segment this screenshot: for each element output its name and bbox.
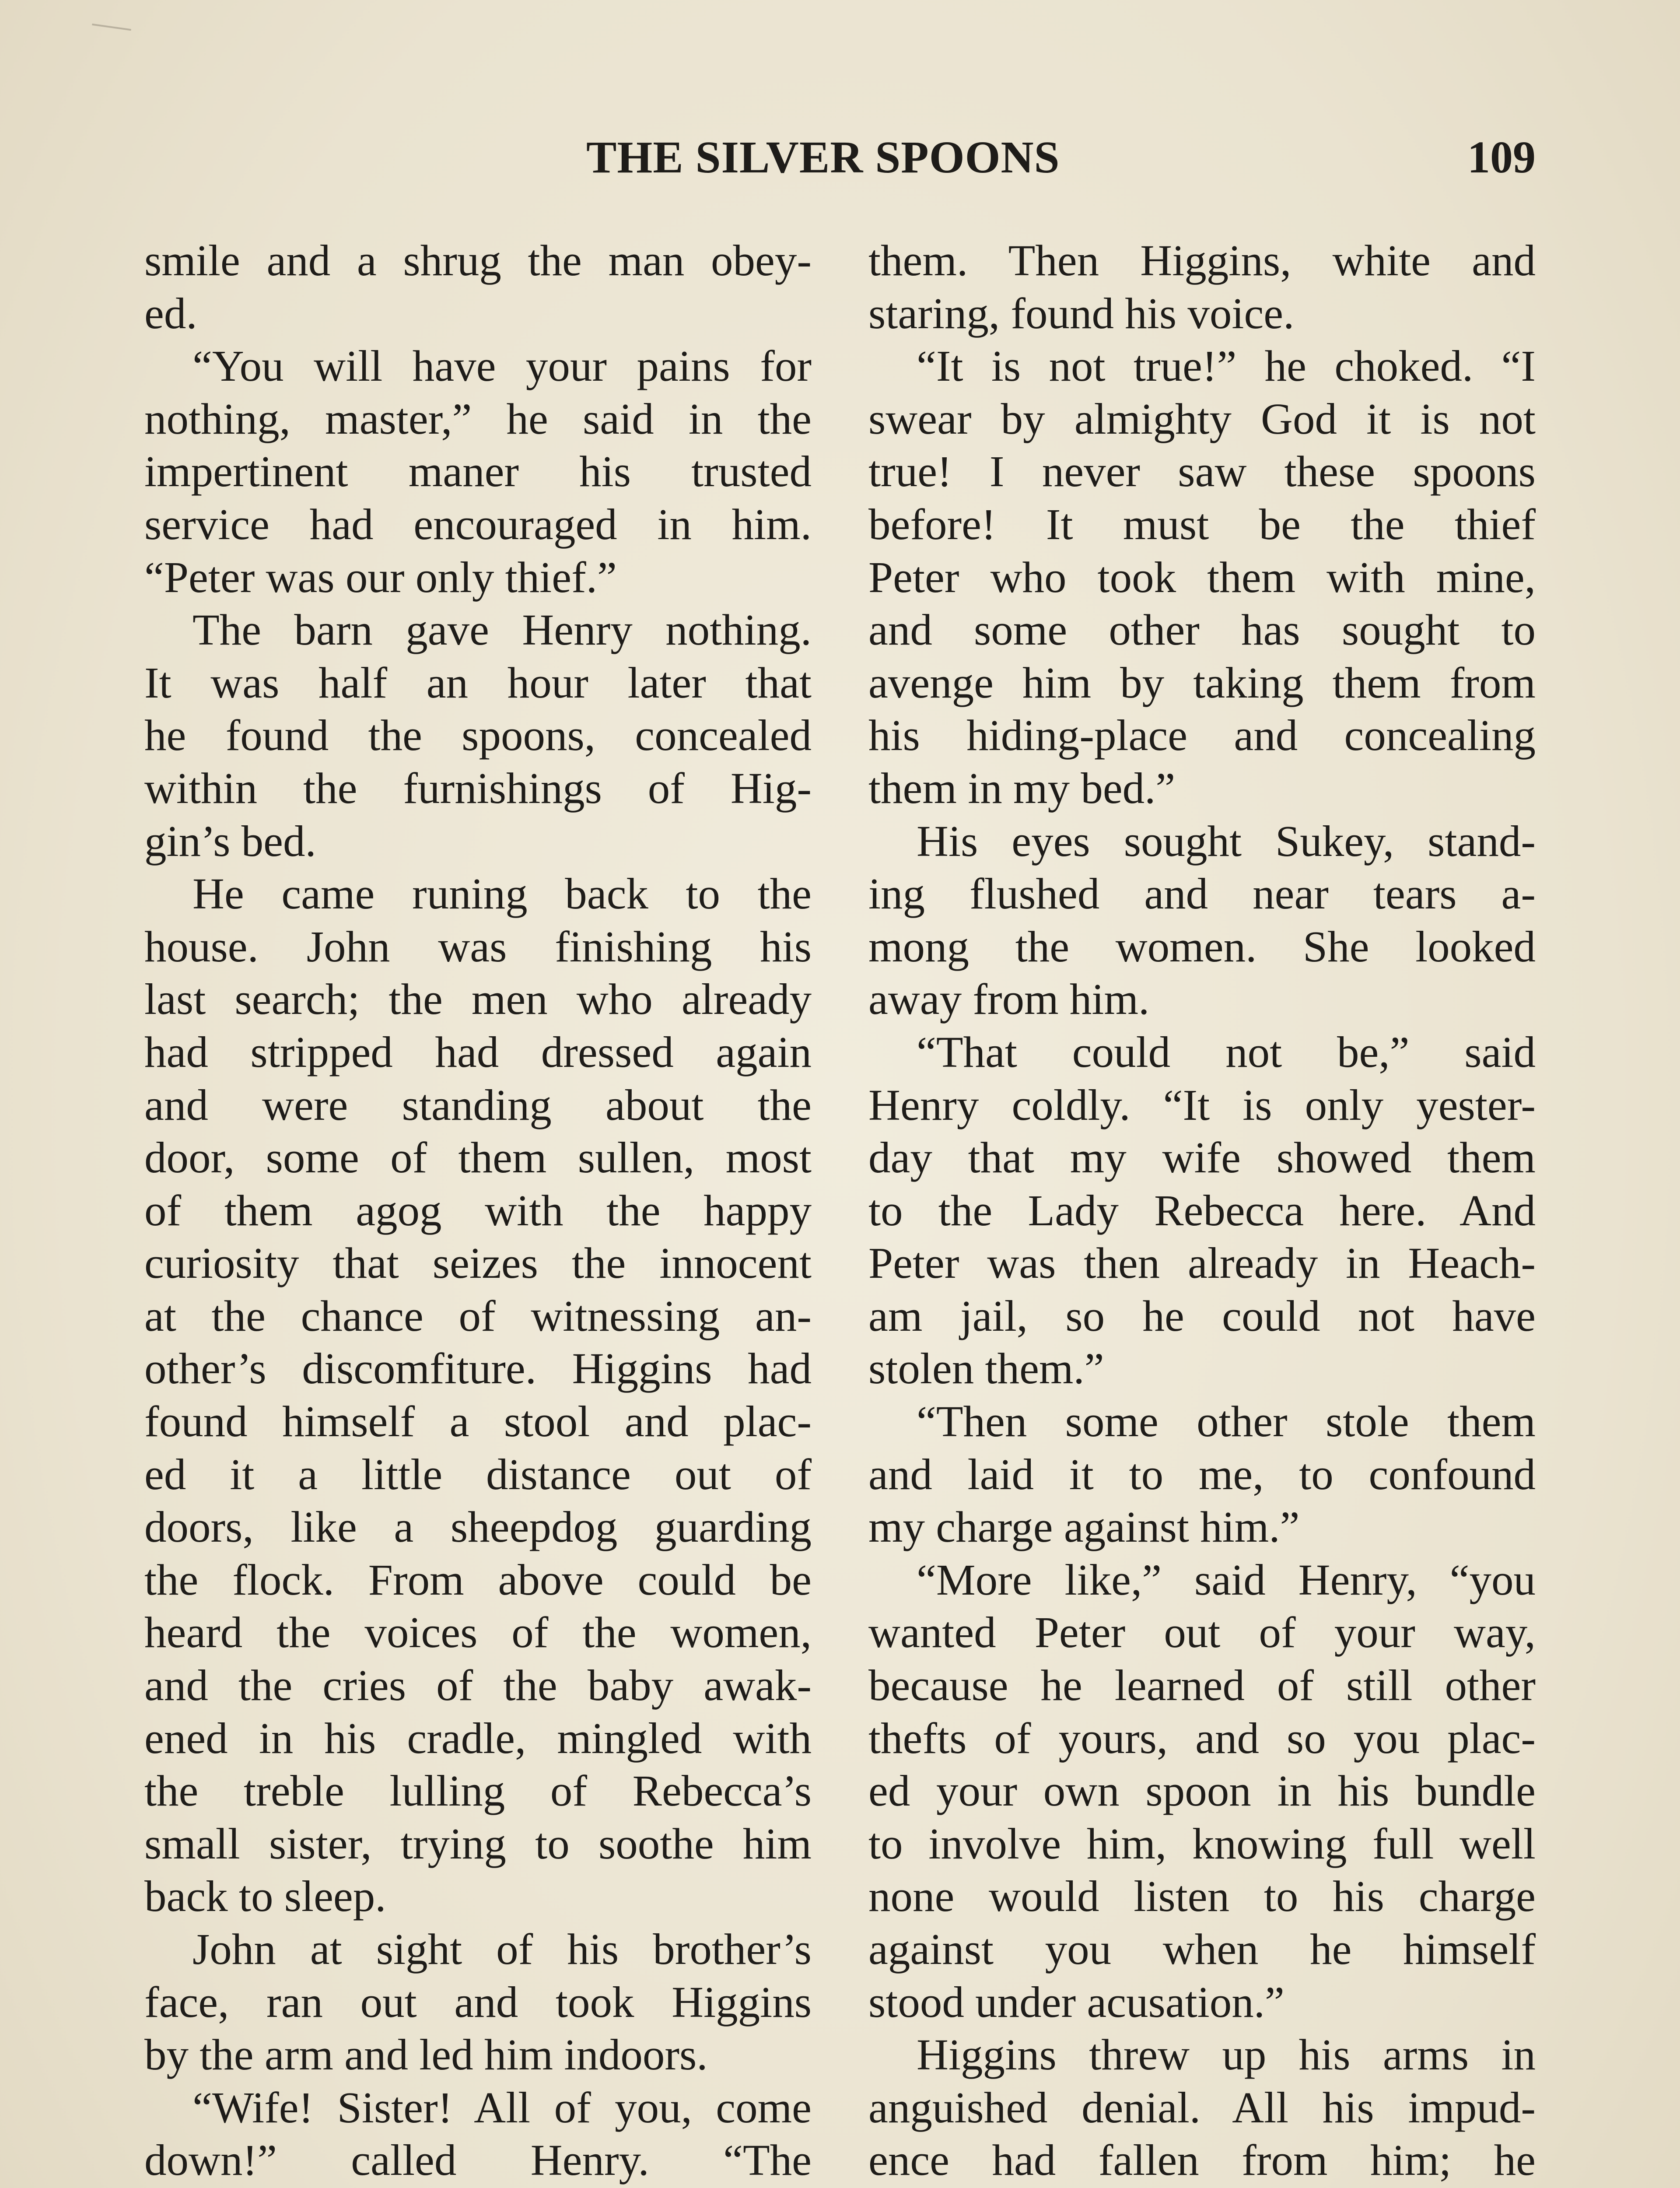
text-line: the flock. From above could be — [144, 1555, 812, 1604]
page-number: 109 — [1467, 132, 1536, 182]
text-line: last search; the men who already — [144, 975, 812, 1024]
text-line: of them agog with the happy — [144, 1185, 812, 1235]
running-header — [0, 131, 1680, 193]
text-line: house. John was finishing his — [144, 922, 812, 971]
text-line: curiosity that seizes the innocent — [144, 1238, 812, 1288]
text-line: down!” called Henry. “The — [144, 2135, 812, 2185]
text-line: by the arm and led him indoors. — [144, 2030, 708, 2079]
text-line: other’s discomfiture. Higgins had — [144, 1344, 812, 1393]
text-line: small sister, trying to soothe him — [144, 1819, 812, 1868]
text-line: impertinent maner his trusted — [144, 447, 812, 496]
text-line: my charge against him.” — [868, 1502, 1300, 1552]
text-line: service had encouraged in him. — [144, 499, 812, 549]
text-line: staring, found his voice. — [868, 288, 1295, 338]
text-line: heard the voices of the women, — [144, 1608, 812, 1657]
text-line: He came runing back to the — [192, 869, 812, 919]
text-line: had stripped had dressed again — [144, 1027, 812, 1076]
text-line: Peter who took them with mine, — [868, 552, 1536, 602]
text-line: “Wife! Sister! All of you, come — [192, 2083, 812, 2132]
text-line: because he learned of still other — [868, 1661, 1536, 1710]
text-line: ed. — [144, 288, 197, 338]
text-line: he found the spoons, concealed — [144, 711, 812, 760]
text-line: John at sight of his brother’s — [192, 1925, 812, 1974]
text-line: before! It must be the thief — [868, 499, 1536, 549]
text-line: them in my bed.” — [868, 763, 1176, 813]
text-line: away from him. — [868, 975, 1150, 1024]
text-line: thefts of yours, and so you plac- — [868, 1713, 1536, 1763]
text-line: Higgins threw up his arms in — [917, 2030, 1536, 2079]
text-line: and laid it to me, to confound — [868, 1449, 1536, 1499]
running-title: THE SILVER SPOONS — [586, 132, 1060, 182]
text-line: ence had fallen from him; he — [868, 2135, 1536, 2185]
text-line: “You will have your pains for — [192, 341, 812, 391]
text-line: His eyes sought Sukey, stand- — [917, 816, 1536, 866]
text-line: ened in his cradle, mingled with — [144, 1713, 812, 1763]
text-line: “That could not be,” said — [917, 1027, 1536, 1076]
text-line: “It is not true!” he choked. “I — [917, 341, 1536, 391]
text-line: “Then some other stole them — [917, 1397, 1536, 1446]
text-line: found himself a stool and plac- — [144, 1397, 812, 1446]
text-line: gin’s bed. — [144, 816, 316, 866]
text-line: at the chance of witnessing an- — [144, 1291, 812, 1340]
text-line: his hiding-place and concealing — [868, 711, 1536, 760]
text-line: am jail, so he could not have — [868, 1291, 1536, 1340]
text-line: against you when he himself — [868, 1925, 1536, 1974]
text-line: swear by almighty God it is not — [868, 394, 1536, 443]
text-line: stolen them.” — [868, 1344, 1104, 1393]
text-line: ed it a little distance out of — [144, 1449, 812, 1499]
text-line: door, some of them sullen, most — [144, 1133, 812, 1182]
text-line: them. Then Higgins, white and — [868, 236, 1536, 285]
text-line: ed your own spoon in his bundle — [868, 1766, 1536, 1816]
text-line: anguished denial. All his impud- — [868, 2083, 1536, 2132]
text-line: none would listen to his charge — [868, 1872, 1536, 1921]
text-line: doors, like a sheepdog guarding — [144, 1502, 812, 1552]
text-line: to the Lady Rebecca here. And — [868, 1185, 1536, 1235]
right-column — [868, 234, 1536, 2188]
text-line: and were standing about the — [144, 1080, 812, 1129]
text-line: stood under acusation.” — [868, 1977, 1284, 2027]
text-line: the treble lulling of Rebecca’s — [144, 1766, 812, 1816]
text-line: “Peter was our only thief.” — [144, 552, 617, 602]
text-line: and the cries of the baby awak- — [144, 1661, 812, 1710]
text-line: It was half an hour later that — [144, 658, 812, 707]
text-line: nothing, master,” he said in the — [144, 394, 812, 443]
text-line: within the furnishings of Hig- — [144, 763, 812, 813]
left-column — [144, 234, 812, 2188]
text-line: face, ran out and took Higgins — [144, 1977, 812, 2027]
text-line: avenge him by taking them from — [868, 658, 1536, 707]
text-line: back to sleep. — [144, 1872, 386, 1921]
text-line: wanted Peter out of your way, — [868, 1608, 1536, 1657]
text-line: to involve him, knowing full well — [868, 1819, 1536, 1868]
page-edge-mark — [92, 24, 131, 31]
text-line: The barn gave Henry nothing. — [192, 605, 812, 655]
text-line: Henry coldly. “It is only yester- — [868, 1080, 1536, 1129]
text-line: “More like,” said Henry, “you — [917, 1555, 1536, 1604]
text-line: and some other has sought to — [868, 605, 1536, 655]
text-line: Peter was then already in Heach- — [868, 1238, 1536, 1288]
text-line: true! I never saw these spoons — [868, 447, 1536, 496]
text-line: mong the women. She looked — [868, 922, 1536, 971]
text-line: day that my wife showed them — [868, 1133, 1536, 1182]
text-line: ing flushed and near tears a- — [868, 869, 1536, 919]
text-line: smile and a shrug the man obey- — [144, 236, 812, 285]
